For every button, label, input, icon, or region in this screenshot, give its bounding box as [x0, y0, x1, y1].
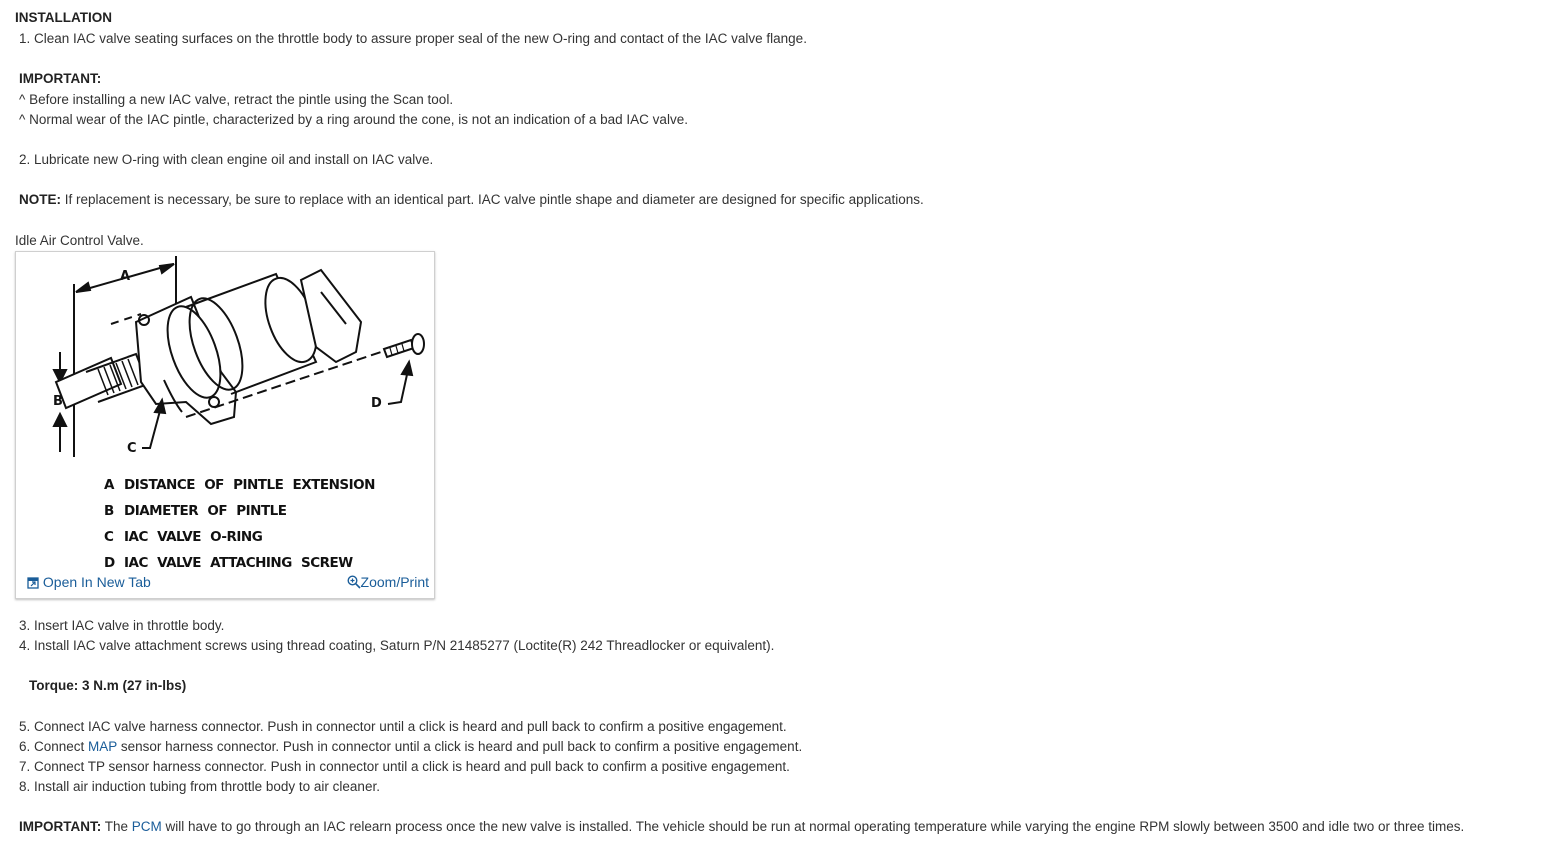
step-6: 6. Connect MAP sensor harness connector. Push in connector until a click is heard and pull back to confirm a positive engagement.	[19, 739, 803, 754]
figure-caption: Idle Air Control Valve.	[15, 233, 144, 248]
legend-item: A DISTANCE OF PINTLE EXTENSION	[104, 477, 375, 493]
zoom-print-link[interactable]	[347, 574, 429, 590]
open-new-tab-link[interactable]	[27, 574, 151, 590]
map-link[interactable]: MAP	[88, 739, 118, 754]
zoom-print-label: Zoom/Print	[360, 574, 429, 590]
magnifier-icon	[347, 575, 361, 589]
step-5: 5. Connect IAC valve harness connector. Push in connector until a click is heard and pull back to confirm a positive engagement.	[19, 719, 787, 734]
section-heading: INSTALLATION	[15, 10, 112, 25]
step-8: 8. Install air induction tubing from throttle body to air cleaner.	[19, 779, 380, 794]
legend-item: B DIAMETER OF PINTLE	[104, 503, 287, 519]
legend-item: D IAC VALVE ATTACHING SCREW	[104, 555, 353, 571]
legend-item: C IAC VALVE O-RING	[104, 529, 263, 545]
callout-a: A	[120, 269, 131, 284]
figure-box	[15, 251, 435, 599]
callout-c: C	[127, 441, 137, 456]
important-bullet: ^ Before installing a new IAC valve, retract the pintle using the Scan tool.	[19, 92, 454, 107]
note-paragraph	[19, 191, 924, 209]
step-3: 3. Insert IAC valve in throttle body.	[19, 618, 225, 633]
torque-spec: Torque: 3 N.m (27 in-lbs)	[29, 678, 187, 693]
step-4: 4. Install IAC valve attachment screws using thread coating, Saturn P/N 21485277 (Loctite(R) 242 Threadlocker or equivalent).	[19, 638, 775, 653]
step-7: 7. Connect TP sensor harness connector. Push in connector until a click is heard and pull back to confirm a positive engagement.	[19, 759, 790, 774]
note-text: If replacement is necessary, be sure to replace with an identical part. IAC valve pintle shape and diameter are designed for specific applications.	[61, 192, 924, 207]
pcm-link[interactable]: PCM	[131, 819, 162, 834]
important-label: IMPORTANT:	[19, 71, 102, 86]
step-1: 1. Clean IAC valve seating surfaces on the throttle body to assure proper seal of the new O-ring and contact of the IAC valve flange.	[19, 31, 807, 46]
open-new-tab-label: Open In New Tab	[42, 574, 151, 590]
callout-b: B	[53, 394, 63, 409]
important-bullet: ^ Normal wear of the IAC pintle, characterized by a ring around the cone, is not an indication of a bad IAC valve.	[19, 112, 688, 127]
callout-d: D	[371, 396, 382, 411]
step-2: 2. Lubricate new O-ring with clean engine oil and install on IAC valve.	[19, 152, 434, 167]
important-relearn: IMPORTANT: The PCM will have to go through an IAC relearn process once the new valve is installed. The vehicle should be run at normal operating temperature while varying the engine RPM slowly between 3500 and idle two or three times.	[19, 819, 1465, 834]
open-new-tab-icon	[27, 577, 39, 589]
iac-valve-diagram	[16, 252, 434, 598]
note-label: NOTE:	[19, 192, 61, 207]
